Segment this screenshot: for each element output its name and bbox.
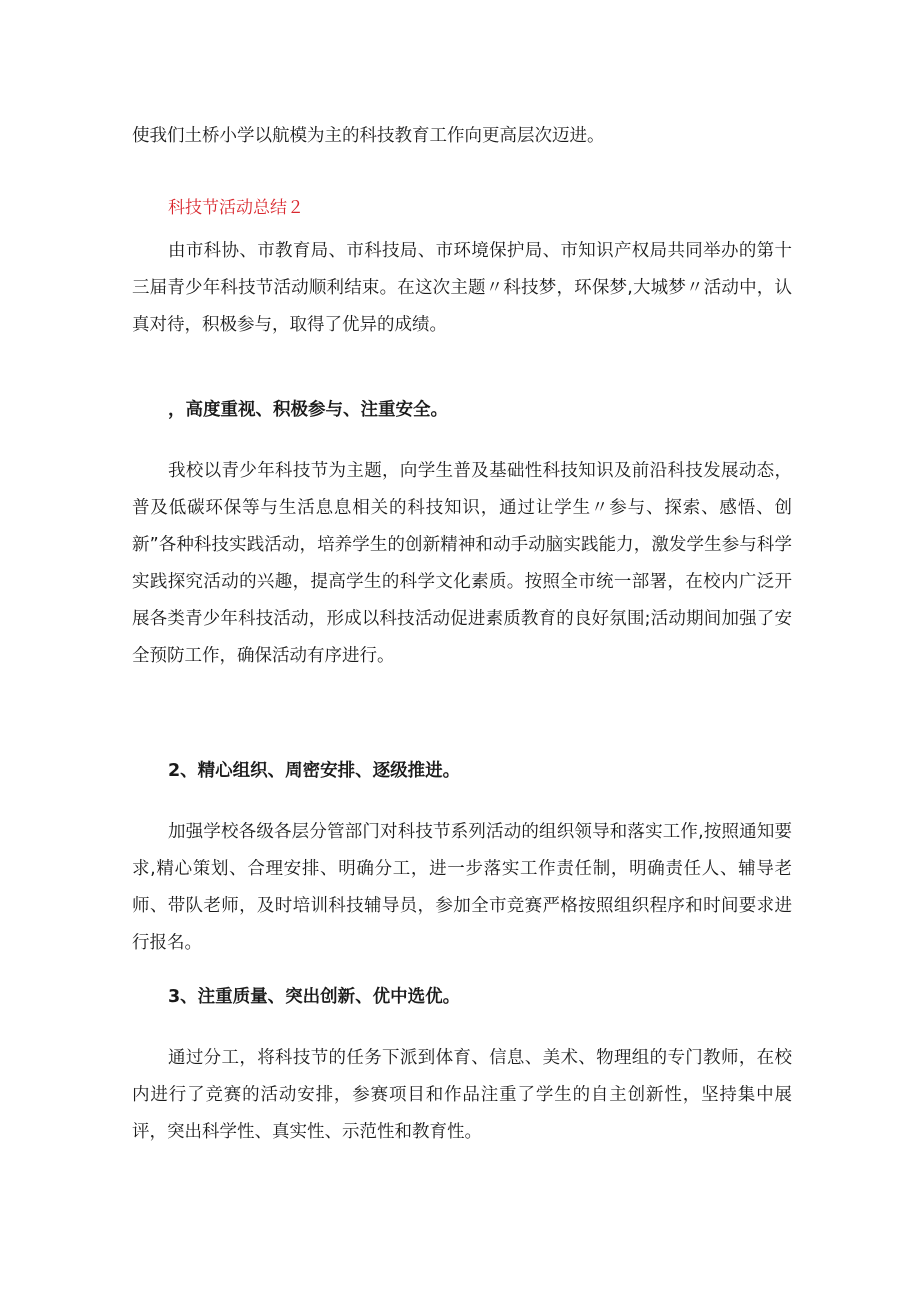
paragraph-3: 通过分工，将科技节的任务下派到体育、信息、美术、物理组的专门教师，在校内进行了竞赛的活动安排，参赛项目和作品注重了学生的自主创新性，坚持集中展评，突出科学性、真实性、示范性和教育性。 — [132, 1048, 792, 1142]
intro-paragraph: 使我们土桥小学以航模为主的科技教育工作向更高层次迈进。 — [132, 126, 605, 146]
paragraph-1: 我校以青少年科技节为主题，向学生普及基础性科技知识及前沿科技发展动态，普及低碳环保等与生活息息相关的科技知识，通过让学生〃参与、探索、感悟、创新”各种科技实践活动，培养学生的创新精神和动手动脑实践能力，激发学生参与科学实践探究活动的兴趣，提高学生的科学文化素质。按照全市统一部署，在校内广泛开展各类青少年科技活动，形成以科技活动促进素质教育的良好氛围;活动期间加强了安全预防工作，确保活动有序进行。 — [132, 461, 792, 666]
paragraph-2: 加强学校各级各层分管部门对科技节系列活动的组织领导和落实工作,按照通知要求,精心策划、合理安排、明确分工，进一步落实工作责任制，明确责任人、辅导老师、带队老师，及时培训科技辅导员，参加全市竞赛严格按照组织程序和时间要求进行报名。 — [132, 822, 792, 953]
heading-1: ，高度重视、积极参与、注重安全。 — [168, 400, 448, 420]
heading-2: 2、精心组织、周密安排、逐级推进。 — [168, 761, 461, 781]
section-title: 科技节活动总结２ — [168, 198, 304, 218]
summary-paragraph: 由市科协、市教育局、市科技局、市环境保护局、市知识产权局共同举办的第十三届青少年科技节活动顺利结束。在这次主题〃科技梦，环保梦,大城梦〃活动中，认真对待，积极参与，取得了优异的成绩。 — [132, 241, 792, 335]
heading-3: 3、注重质量、突出创新、优中选优。 — [168, 987, 461, 1007]
